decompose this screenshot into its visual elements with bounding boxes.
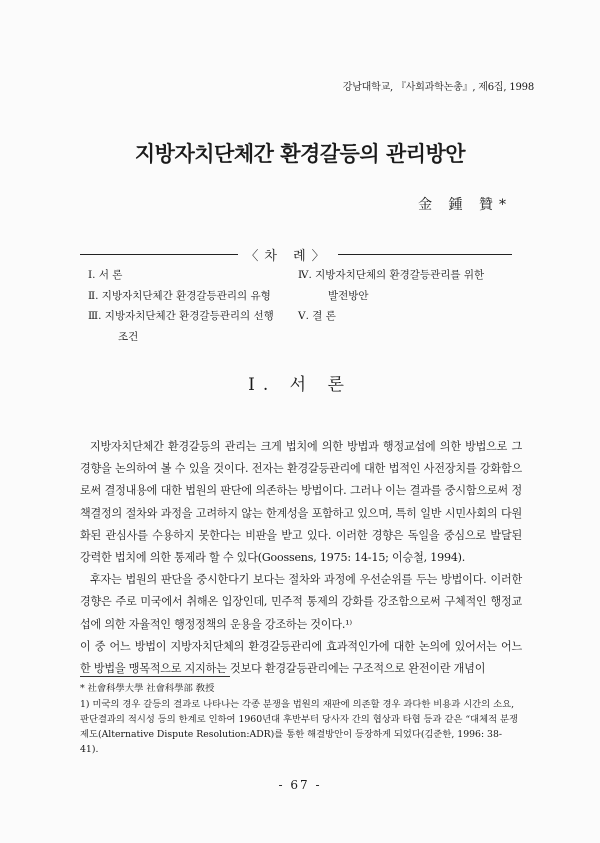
journal-header: 강남대학교, 『사회과학논총』, 제6집, 1998 <box>342 82 534 93</box>
toc-bracket-right: 〉 <box>311 249 331 264</box>
toc-item: Ⅱ. 지방자치단체간 환경갈등관리의 유형 <box>88 289 271 302</box>
toc-column-left <box>88 265 298 347</box>
toc-rule-right <box>338 254 512 255</box>
body-paragraph: 후자는 법원의 판단을 중시한다기 보다는 절차와 과정에 우선순위를 두는 방법이다. 이러한 경향은 주로 미국에서 취해온 입장인데, 민주적 통제의 강화를 강조함으로써 구체적인 행정교섭에 의한 자율적인 행정정책의 운용을 강조하는 것이다.¹⁾ <box>80 573 522 631</box>
toc-item: 조건 <box>118 330 139 343</box>
table-of-contents <box>80 248 512 344</box>
author-name: 金 鍾 贊* <box>418 197 512 213</box>
footnote-rule <box>80 676 230 677</box>
toc-rule-left <box>80 254 238 255</box>
toc-item: Ⅳ. 지방자치단체의 환경갈등관리를 위한 <box>298 269 485 281</box>
footnotes <box>80 676 520 757</box>
toc-bracket-left: 〈 <box>245 249 265 264</box>
toc-label-text: 차 례 <box>264 249 312 264</box>
body-paragraph: 이 중 어느 방법이 지방자치단체의 환경갈등관리에 효과적인가에 대한 논의에 있어서는 어느 한 방법을 맹목적으로 지지하는 것보다 환경갈등관리에는 구조적으로 완전이란 개념이 <box>80 639 522 676</box>
toc-item: Ⅰ. 서 론 <box>88 269 123 281</box>
toc-label <box>238 245 338 264</box>
section-heading: Ⅰ. 서 론 <box>248 375 352 395</box>
body-text <box>80 436 522 680</box>
paper-title: 지방자치단체간 환경갈등의 관리방안 <box>134 141 466 166</box>
footnote-affiliation: * 社會科學大學 社會科學部 敎授 <box>80 683 215 694</box>
toc-item: 발전방안 <box>328 289 369 302</box>
body-paragraph: 지방자치단체간 환경갈등의 관리는 크게 법치에 의한 방법과 행정교섭에 의한 방법으로 그 경향을 논의하여 볼 수 있을 것이다. 전자는 환경갈등관리에 대한 법적인 사전장치를 강화함으로써 결정내용에 대한 법원의 판단에 의존하는 방법이다. 그러나 이는 결과를 중시함으로써 정책결정의 절차와 과정을 고려하지 않는 한계성을 포함하고 있으며, 특히 일반 시민사회의 다원화된 관심사를 수용하지 못한다는 비판을 받고 있다. 이러한 경향은 독일을 중심으로 발달된 강력한 법치에 의한 통제라 할 수 있다(Goossens, 1975: 14-15; 이승철, 1994). <box>80 440 522 565</box>
page-number: - 67 - <box>278 778 322 792</box>
footnote-1: 1) 미국의 경우 갈등의 결과로 나타나는 각종 분쟁을 법원의 재판에 의존할 경우 과다한 비용과 시간의 소요, 판단결과의 적시성 등의 한계로 인하여 1960년대 후반부터 당사자 간의 협상과 타협 등과 같은 “대체적 분쟁제도(Alternative Dispute Resolution:ADR)를 통한 해결방안이 등장하게 되었다(김준한, 1996: 38-41). <box>80 699 518 755</box>
toc-item: Ⅲ. 지방자치단체간 환경갈등관리의 선행 <box>88 310 274 322</box>
toc-column-right <box>298 265 512 327</box>
toc-item: Ⅴ. 결 론 <box>298 310 336 322</box>
